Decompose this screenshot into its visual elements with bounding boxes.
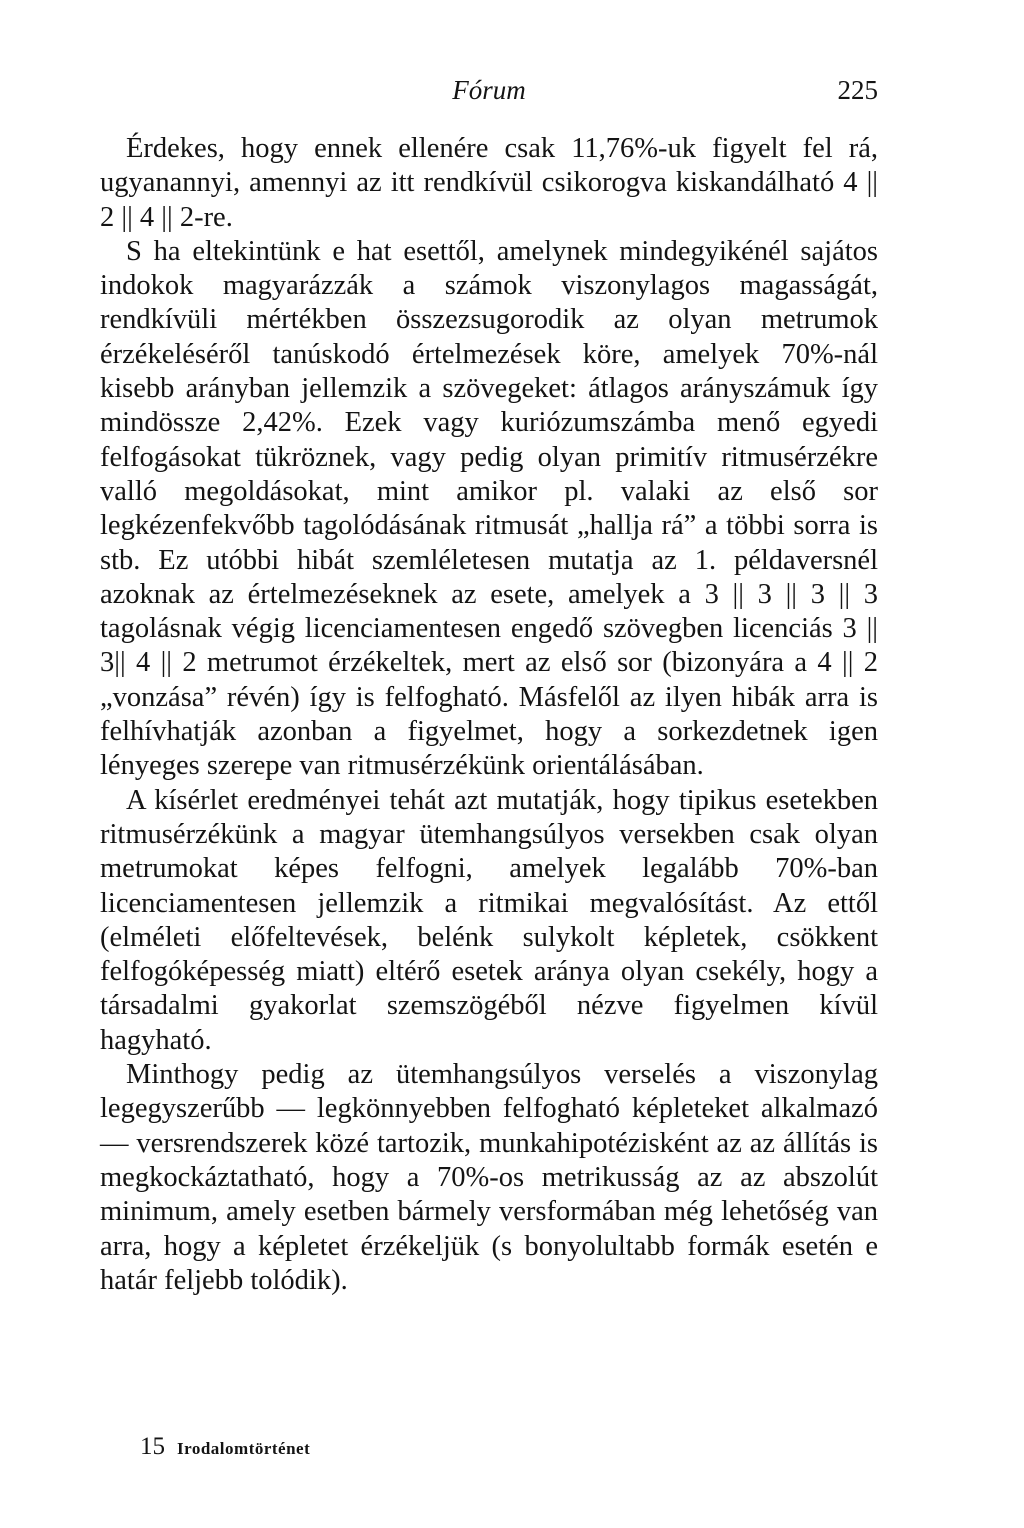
body-text: [100, 132, 878, 1298]
page-number: 225: [837, 75, 878, 105]
signature-number: 15: [140, 1433, 165, 1460]
printer-signature: [140, 1432, 310, 1464]
paragraph-2: S ha eltekintünk e hat esettől, amelynek mindegyikénél sajátos indokok magyarázzák a számok viszonylagos magasságát, rendkívüli mértékben összezsugorodik az olyan metrumok érzékeléséről tanúskodó értelmezések köre, amelyek 70%-nál kisebb arányban jellemzik a szövegeket: átlagos arányszámuk így mindössze 2,42%. Ezek vagy kuriózumszámba menő egyedi felfogásokat tükröznek, vagy pedig olyan primitív ritmusérzékre valló megoldásokat, mint amikor pl. valaki az első sor legkézenfekvőbb tagolódásának ritmusát „hallja rá” a többi sorra is stb. Ez utóbbi hibát szemléletesen mutatja az 1. példaversnél azoknak az értelmezéseknek az esete, amelyek a 3 || 3 || 3 || 3 tagolásnak végig licenciamentesen engedő szövegben licenciás 3 || 3|| 4 || 2 metrumot érzékeltek, mert az első sor (bizonyára a 4 || 2 „vonzása” révén) így is felfogható. Másfelől az ilyen hibák arra is felhívhatják azonban a figyelmet, hogy a sorkezdetnek igen lényeges szerepe van ritmusérzékünk orientálásában.: [100, 235, 878, 782]
running-title: Fórum: [452, 75, 526, 105]
running-head: [100, 72, 878, 108]
signature-text: Irodalomtörténet: [177, 1439, 311, 1458]
paragraph-4: Minthogy pedig az ütemhangsúlyos verselés a viszonylag legegyszerűbb — legkönnyebben felfogható képleteket alkalmazó — versrendszerek közé tartozik, munkahipotézisként az az állítás is megkockáztatható, hogy a 70%-os metrikusság az az abszolút minimum, amely esetben bármely versformában még lehetőség van arra, hogy a képletet érzékeljük (s bonyolultabb formák esetén e határ feljebb tolódik).: [100, 1059, 878, 1296]
paragraph-1: Érdekes, hogy ennek ellenére csak 11,76%-uk figyelt fel rá, ugyanannyi, amennyi az itt rendkívül csikorogva kiskandálható 4 || 2 || 4 || 2-re.: [100, 133, 878, 233]
paragraph-3: A kísérlet eredményei tehát azt mutatják, hogy tipikus esetekben ritmusérzékünk a magyar ütemhangsúlyos versekben csak olyan metrumokat képes felfogni, amelyek legalább 70%-ban licenciamentesen jellemzik a ritmikai megvalósítást. Az ettől (elméleti előfeltevések, belénk sulykolt képletek, csökkent felfogóképesség miatt) eltérő esetek aránya olyan csekély, hogy a társadalmi gyakorlat szemszögéből nézve figyelmen kívül hagyható.: [100, 784, 878, 1056]
